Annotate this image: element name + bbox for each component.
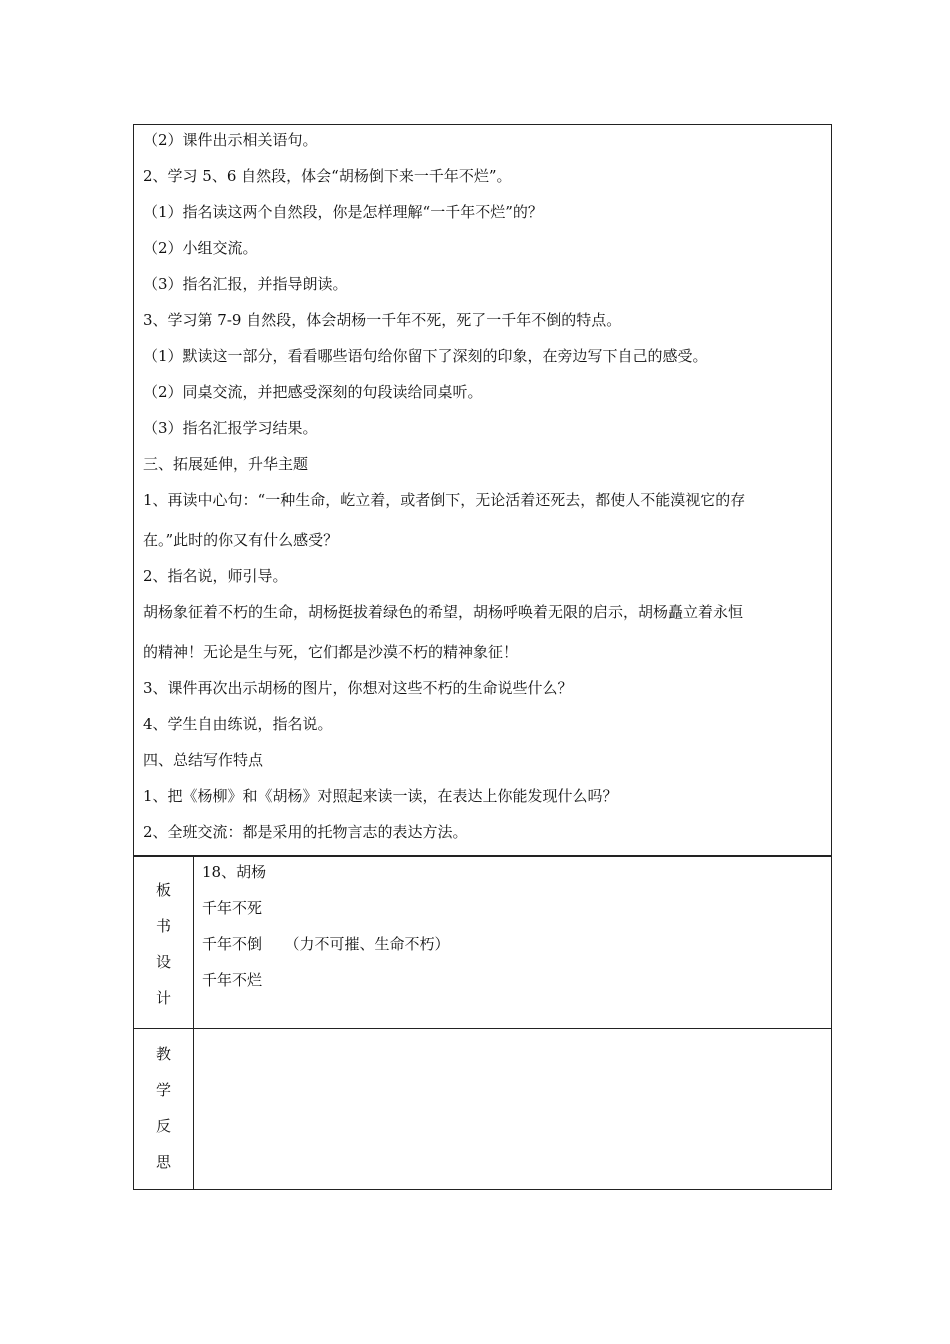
section-heading: 四、总结写作特点 <box>143 751 264 769</box>
label-char: 学 <box>155 1081 171 1099</box>
label-char: 板 <box>155 881 171 899</box>
section-heading: 三、拓展延伸，升华主题 <box>143 455 309 473</box>
lesson-line: （3）指名汇报，并指导朗读。 <box>143 275 348 293</box>
board-title: 18、胡杨 <box>202 863 267 881</box>
lesson-line: 胡杨象征着不朽的生命，胡杨挺拔着绿色的希望，胡杨呼唤着无限的启示，胡杨矗立着永恒 <box>143 603 744 621</box>
board-line: 千年不烂 <box>202 971 263 989</box>
label-char: 反 <box>155 1117 171 1135</box>
teaching-reflection-row <box>133 1028 832 1190</box>
lesson-line: （3）指名汇报学习结果。 <box>143 419 318 437</box>
lesson-line: 4、学生自由练说，指名说。 <box>143 715 333 733</box>
lesson-line: （2）课件出示相关语句。 <box>143 131 318 149</box>
lesson-line: 3、课件再次出示胡杨的图片，你想对这些不朽的生命说些什么？ <box>143 679 573 697</box>
label-char: 计 <box>155 989 171 1007</box>
lesson-line: 在。”此时的你又有什么感受？ <box>143 531 339 549</box>
lesson-line: 的精神！无论是生与死，它们都是沙漠不朽的精神象征！ <box>143 643 519 661</box>
lesson-line: （2）小组交流。 <box>143 239 258 257</box>
lesson-line: 3、学习第 7-9 自然段，体会胡杨一千年不死，死了一千年不倒的特点。 <box>143 311 622 329</box>
teaching-reflection-label <box>134 1029 194 1189</box>
board-design-row <box>133 856 832 1029</box>
lesson-line: 2、学习 5、6 自然段，体会“胡杨倒下来一千年不烂”。 <box>143 167 512 185</box>
lesson-line: 2、指名说，师引导。 <box>143 567 288 585</box>
lesson-line: 1、再读中心句：“一种生命，屹立着，或者倒下，无论活着还死去，都使人不能漠视它的存 <box>143 491 746 509</box>
board-line: 千年不倒 （力不可摧、生命不朽） <box>202 935 450 953</box>
lesson-procedure-cell <box>133 124 832 856</box>
lesson-line: 1、把《杨柳》和《胡杨》对照起来读一读，在表达上你能发现什么吗？ <box>143 787 618 805</box>
lesson-line: （1）默读这一部分，看看哪些语句给你留下了深刻的印象，在旁边写下自己的感受。 <box>143 347 708 365</box>
label-char: 思 <box>155 1153 171 1171</box>
board-design-content <box>193 857 831 1028</box>
label-char: 设 <box>155 953 171 971</box>
lesson-line: 2、全班交流：都是采用的托物言志的表达方法。 <box>143 823 468 841</box>
teaching-reflection-content[interactable] <box>193 1029 831 1189</box>
board-design-label <box>134 857 194 1028</box>
label-char: 书 <box>155 917 171 935</box>
label-char: 教 <box>155 1045 171 1063</box>
board-line: 千年不死 <box>202 899 263 917</box>
lesson-line: （1）指名读这两个自然段，你是怎样理解“一千年不烂”的？ <box>143 203 543 221</box>
lesson-line: （2）同桌交流，并把感受深刻的句段读给同桌听。 <box>143 383 483 401</box>
